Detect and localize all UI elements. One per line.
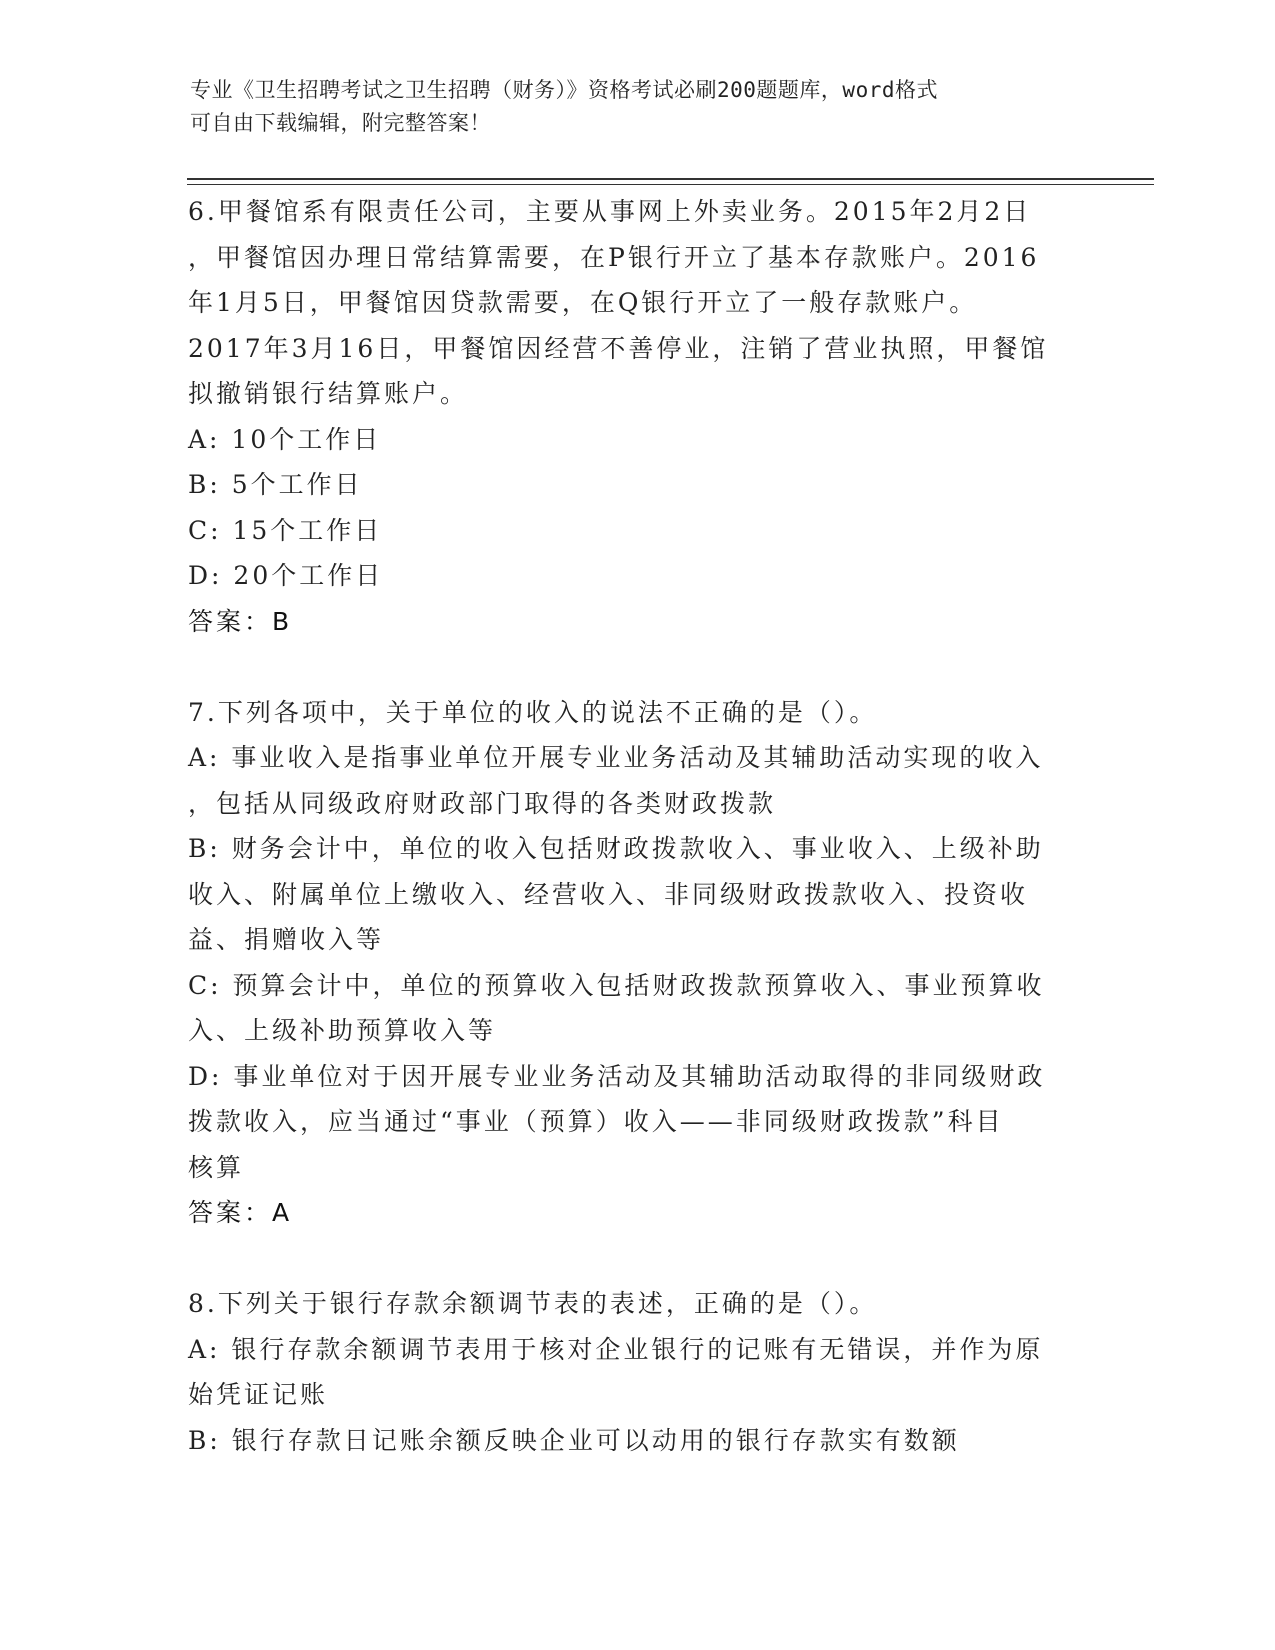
header-divider — [187, 178, 1154, 180]
header-line: 可自由下载编辑，附完整答案！ — [190, 111, 491, 135]
option-line: C: 预算会计中，单位的预算收入包括财政拨款预算收入、事业预算收 — [188, 970, 1045, 1000]
question-8 — [188, 1281, 1088, 1463]
option-line: B: 5个工作日 — [188, 470, 363, 499]
option-b — [188, 826, 1088, 963]
option-line: 益、捐赠收入等 — [188, 925, 385, 954]
question-stem-line: 年1月5日，甲餐馆因贷款需要，在Q银行开立了一般存款账户。 — [188, 288, 978, 317]
question-spacer — [188, 644, 1088, 690]
option-a — [188, 417, 1088, 463]
question-spacer — [188, 1236, 1088, 1282]
option-b — [188, 462, 1088, 508]
option-line: D: 事业单位对于因开展专业业务活动及其辅助活动取得的非同级财政 — [188, 1061, 1046, 1091]
option-line: A: 事业收入是指事业单位开展专业业务活动及其辅助活动实现的收入 — [188, 743, 1044, 772]
option-line: C: 15个工作日 — [188, 515, 383, 545]
question-list — [188, 189, 1088, 1463]
option-b — [188, 1418, 1088, 1464]
option-line: 拨款收入，应当通过“事业（预算）收入——非同级财政拨款”科目 — [188, 1107, 1004, 1136]
question-7 — [188, 690, 1088, 1236]
option-line: B: 银行存款日记账余额反映企业可以动用的银行存款实有数额 — [188, 1425, 960, 1455]
option-line: A: 10个工作日 — [188, 424, 382, 454]
option-line: 核算 — [188, 1152, 245, 1182]
question-stem-line: 6.甲餐馆系有限责任公司，主要从事网上外卖业务。2015年2月2日 — [188, 197, 1032, 226]
question-stem-line: 7.下列各项中，关于单位的收入的说法不正确的是（）。 — [188, 697, 878, 727]
option-line: 入、上级补助预算收入等 — [188, 1016, 497, 1045]
question-stem-line: ，甲餐馆因办理日常结算需要，在P银行开立了基本存款账户。2016 — [188, 242, 1040, 272]
header-divider-thin — [187, 184, 1154, 185]
option-c — [188, 508, 1088, 554]
document-header — [190, 74, 1090, 140]
option-line: B: 财务会计中，单位的收入包括财政拨款收入、事业收入、上级补助 — [188, 834, 1044, 863]
question-stem-line: 2017年3月16日，甲餐馆因经营不善停业，注销了营业执照，甲餐馆 — [188, 333, 1049, 363]
option-c — [188, 963, 1088, 1054]
question-stem-line: 8.下列关于银行存款余额调节表的表述，正确的是（）。 — [188, 1289, 878, 1318]
option-line: D: 20个工作日 — [188, 561, 384, 590]
option-a — [188, 735, 1088, 826]
header-line: 专业《卫生招聘考试之卫生招聘（财务）》资格考试必刷200题题库，word格式 — [190, 78, 938, 102]
option-line: ，包括从同级政府财政部门取得的各类财政拨款 — [188, 788, 777, 818]
question-6 — [188, 189, 1088, 644]
option-line: 始凭证记账 — [188, 1380, 329, 1409]
option-d — [188, 553, 1088, 599]
answer-line: 答案：A — [188, 1198, 293, 1227]
answer-line: 答案：B — [188, 606, 293, 636]
option-line: A: 银行存款余额调节表用于核对企业银行的记账有无错误，并作为原 — [188, 1334, 1044, 1364]
option-a — [188, 1327, 1088, 1418]
question-stem-line: 拟撤销银行结算账户。 — [188, 379, 469, 408]
option-line: 收入、附属单位上缴收入、经营收入、非同级财政拨款收入、投资收 — [188, 879, 1029, 909]
option-d — [188, 1054, 1088, 1191]
